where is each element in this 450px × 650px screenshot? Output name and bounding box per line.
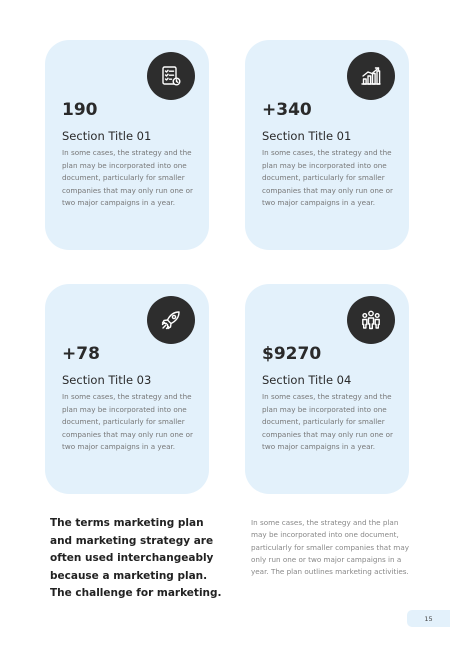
team-icon [347,296,395,344]
stat-value: +340 [262,100,312,120]
section-description: In some cases, the strategy and the plan may be incorporated into one document, particularly for smaller companies that may only run one or two major campaigns in a year. [262,392,393,451]
stat-value: 190 [62,100,98,120]
rocket-icon [147,296,195,344]
section-title: Section Title 01 [62,129,152,143]
stat-card-3 [45,284,209,494]
section-description: In some cases, the strategy and the plan may be incorporated into one document, particularly for smaller companies that may only run one or two major campaigns in a year. [62,392,193,451]
section-title: Section Title 04 [262,373,352,387]
stat-card-2 [245,40,409,250]
checklist-icon [147,52,195,100]
stat-value: +78 [62,344,100,364]
page-number: 15 [407,610,450,627]
bottom-paragraph: In some cases, the strategy and the plan may be incorporated into one document, particularly for smaller companies that may only run one or two major campaigns in a year. The plan outlines marketing activities. [251,518,409,577]
stat-card-4 [245,284,409,494]
bottom-heading: The terms marketing plan and marketing strategy are often used interchangeably because a marketing plan. The challenge for marketing. [50,517,222,599]
stat-card-1 [45,40,209,250]
growth-chart-icon [347,52,395,100]
section-description: In some cases, the strategy and the plan may be incorporated into one document, particularly for smaller companies that may only run one or two major campaigns in a year. [262,148,393,207]
stat-value: $9270 [262,344,322,364]
section-title: Section Title 01 [262,129,352,143]
section-description: In some cases, the strategy and the plan may be incorporated into one document, particularly for smaller companies that may only run one or two major campaigns in a year. [62,148,193,207]
section-title: Section Title 03 [62,373,152,387]
